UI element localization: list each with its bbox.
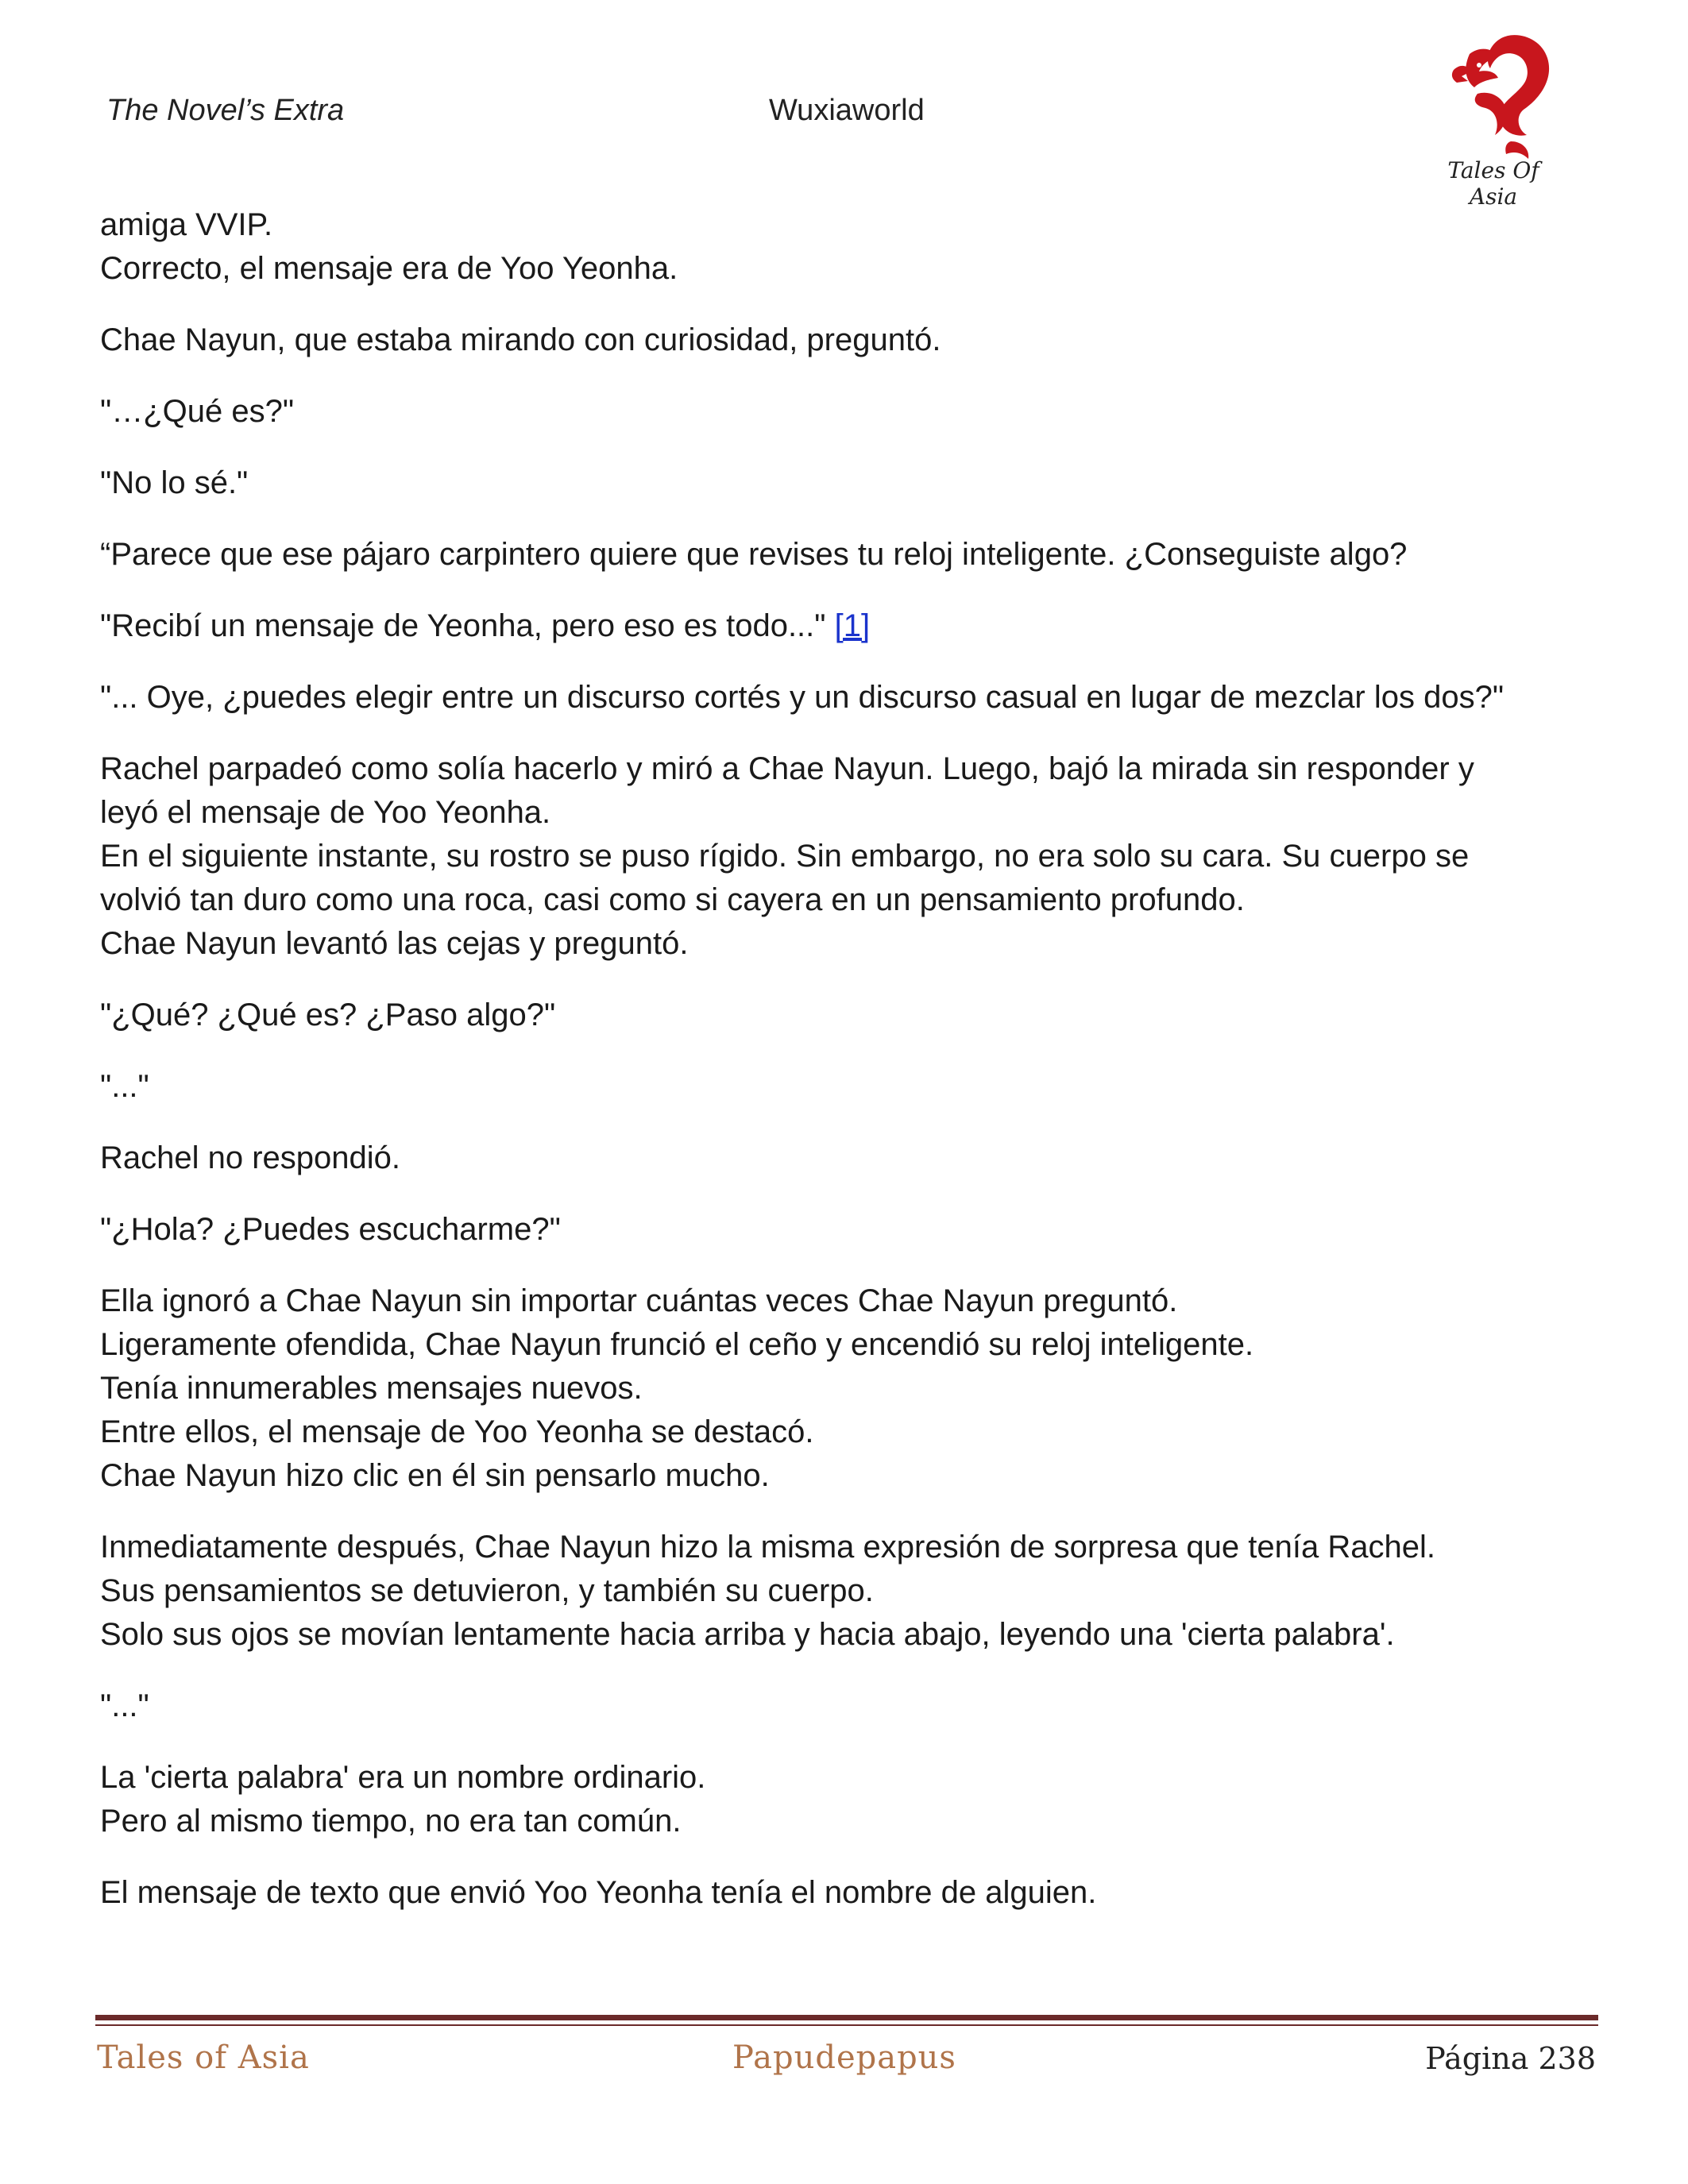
dragon-icon — [1422, 22, 1562, 165]
text-line: Ella ignoró a Chae Nayun sin importar cuántas veces Chae Nayun preguntó. — [100, 1283, 1178, 1318]
text-line: Rachel parpadeó como solía hacerlo y miró a Chae Nayun. Luego, bajó la mirada sin responder y — [100, 751, 1474, 786]
paragraph — [100, 676, 1586, 720]
footer-rule-thin — [95, 2024, 1598, 2026]
novel-title: The Novel’s Extra — [106, 94, 345, 127]
text-line: "..." — [100, 1069, 149, 1104]
paragraph — [100, 1279, 1586, 1498]
footer-translator: Papudepapus — [732, 2039, 956, 2076]
paragraph — [100, 604, 1586, 648]
paragraph — [100, 390, 1586, 434]
tales-of-asia-logo — [1422, 22, 1562, 210]
text-line: "…¿Qué es?" — [100, 394, 295, 429]
text-line: "... Oye, ¿puedes elegir entre un discurso cortés y un discurso casual en lugar de mezclar los dos?" — [100, 680, 1505, 715]
footer-site: Tales of Asia — [97, 2039, 310, 2076]
text-line: El mensaje de texto que envió Yoo Yeonha tenía el nombre de alguien. — [100, 1875, 1097, 1910]
paragraph — [100, 461, 1586, 505]
site-name: Wuxiaworld — [769, 94, 925, 127]
text-line: Tenía innumerables mensajes nuevos. — [100, 1371, 643, 1406]
text-line: amiga VVIP. — [100, 207, 273, 242]
text-line: Pero al mismo tiempo, no era tan común. — [100, 1804, 682, 1839]
text-line: En el siguiente instante, su rostro se puso rígido. Sin embargo, no era solo su cara. Su cuerpo se — [100, 839, 1470, 874]
paragraph — [100, 1208, 1586, 1252]
text-line: Rachel no respondió. — [100, 1140, 401, 1175]
text-line: "No lo sé." — [100, 465, 249, 500]
text-line: Ligeramente ofendida, Chae Nayun frunció el ceño y encendió su reloj inteligente. — [100, 1327, 1254, 1362]
paragraph — [100, 994, 1586, 1037]
paragraph — [100, 1065, 1586, 1109]
text-line: Chae Nayun levantó las cejas y preguntó. — [100, 926, 689, 961]
text-line: La 'cierta palabra' era un nombre ordinario. — [100, 1760, 706, 1795]
text-line: “Parece que ese pájaro carpintero quiere que revises tu reloj inteligente. ¿Conseguiste algo? — [100, 537, 1408, 572]
text-line: "..." — [100, 1688, 149, 1723]
text-line: Sus pensamientos se detuvieron, y también su cuerpo. — [100, 1573, 874, 1608]
line-text: "Recibí un mensaje de Yeonha, pero eso es todo..." — [100, 608, 835, 643]
text-line: Solo sus ojos se movían lentamente hacia arriba y hacia abajo, leyendo una 'cierta palabra'. — [100, 1617, 1395, 1652]
footnote-link[interactable]: [1] — [834, 608, 871, 643]
page-number: Página 238 — [1425, 2041, 1596, 2076]
text-line: volvió tan duro como una roca, casi como si cayera en un pensamiento profundo. — [100, 882, 1245, 917]
paragraph — [100, 1756, 1586, 1843]
text-line: Inmediatamente después, Chae Nayun hizo la misma expresión de sorpresa que tenía Rachel. — [100, 1530, 1435, 1565]
text-line: Chae Nayun, que estaba mirando con curiosidad, preguntó. — [100, 322, 941, 357]
text-line: Correcto, el mensaje era de Yoo Yeonha. — [100, 251, 678, 286]
paragraph — [100, 203, 1586, 291]
text-line: "¿Qué? ¿Qué es? ¿Paso algo?" — [100, 997, 556, 1032]
text-line: Chae Nayun hizo clic en él sin pensarlo mucho. — [100, 1458, 770, 1493]
page-content — [100, 203, 1586, 1943]
text-line — [100, 604, 1586, 648]
paragraph — [100, 1871, 1586, 1915]
paragraph — [100, 1136, 1586, 1180]
paragraph — [100, 1684, 1586, 1728]
footer-rule — [95, 2015, 1598, 2020]
text-line: leyó el mensaje de Yoo Yeonha. — [100, 795, 551, 830]
text-line: Entre ellos, el mensaje de Yoo Yeonha se destacó. — [100, 1414, 814, 1449]
logo-text: Tales Of Asia — [1447, 157, 1539, 210]
paragraph — [100, 533, 1586, 577]
paragraph — [100, 1526, 1586, 1657]
paragraph — [100, 318, 1586, 362]
paragraph — [100, 747, 1586, 966]
text-line: "¿Hola? ¿Puedes escucharme?" — [100, 1212, 561, 1247]
